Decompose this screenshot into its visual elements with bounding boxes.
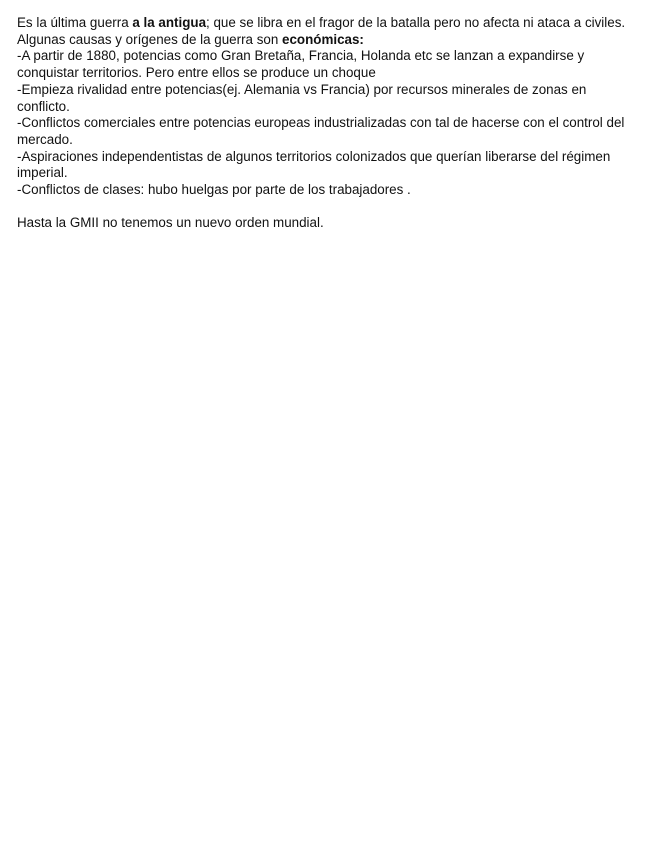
cause-item-4: -Aspiraciones independentistas de algunos territorios colonizados que querían liberarse del régimen imperial. xyxy=(17,148,611,181)
paragraph-spacer xyxy=(17,199,629,216)
intro-bold-phrase: a la antigua xyxy=(132,15,207,30)
cause-item-5: -Conflictos de clases: hubo huelgas por parte de los trabajadores . xyxy=(17,182,411,198)
intro-text-end: ; que se libra en el fragor de la batalla pero no afecta ni ataca a civiles. xyxy=(206,15,626,30)
conclusion-paragraph: Hasta la GMII no tenemos un nuevo orden mundial. xyxy=(17,215,324,231)
causes-heading-text: Algunas causas y orígenes de la guerra son xyxy=(17,31,283,47)
cause-item-1: -A partir de 1880, potencias como Gran Bretaña, Francia, Holanda etc se lanzan a expandirse y conquistar territorios. Pero entre ellos se produce un choque xyxy=(17,48,585,81)
intro-paragraph xyxy=(17,15,629,32)
causes-heading-bold: económicas: xyxy=(282,31,364,47)
causes-heading xyxy=(17,32,629,49)
document-page xyxy=(17,15,629,232)
cause-item-3: -Conflictos comerciales entre potencias europeas industrializadas con tal de hacerse con el control del mercado. xyxy=(17,115,625,147)
cause-item-2: -Empieza rivalidad entre potencias(ej. Alemania vs Francia) por recursos minerales de zonas en conflicto. xyxy=(17,81,587,114)
intro-text-start: Es la última guerra xyxy=(17,15,133,30)
